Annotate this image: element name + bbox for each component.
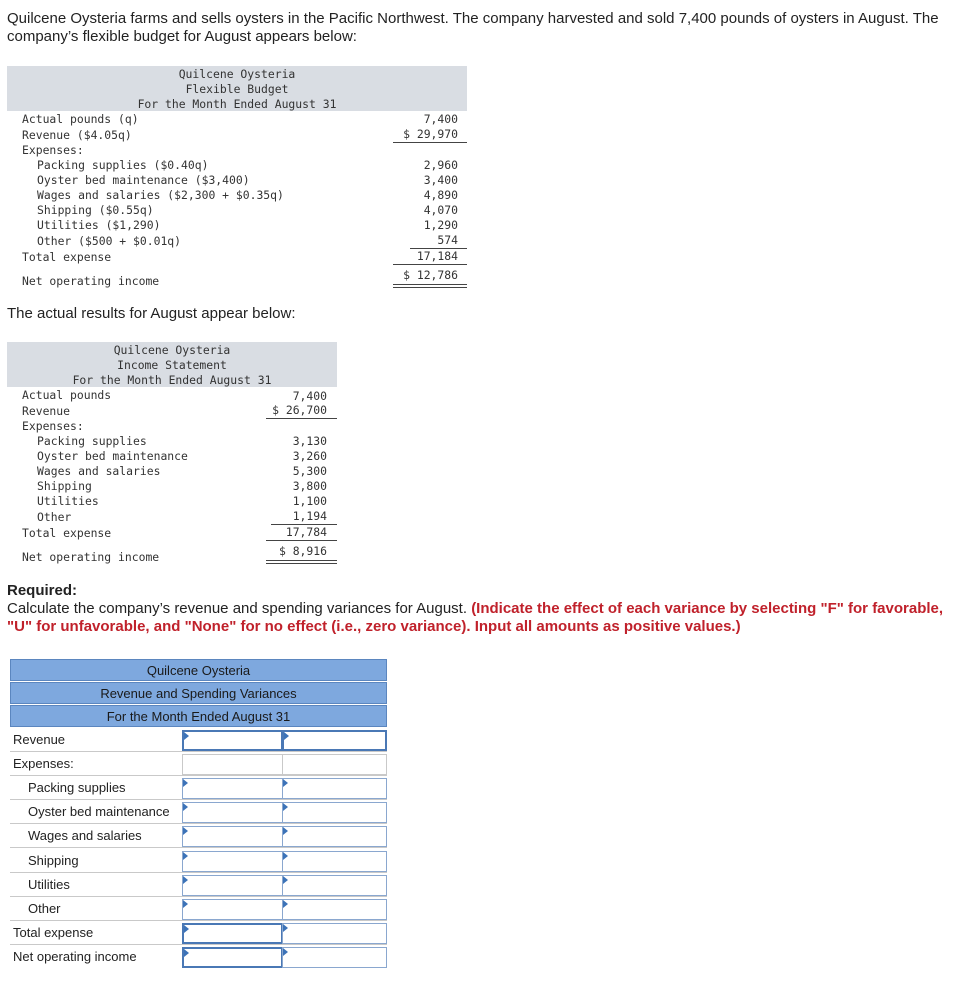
noi-amount-input[interactable] [182,947,283,968]
income-statement-subtitle: Income Statement [117,358,227,372]
utilities-effect-select[interactable] [282,875,387,896]
expenses-heading-cell [182,754,283,775]
dropdown-marker-icon [283,924,288,932]
is-noi-label: Net operating income [22,550,160,564]
dropdown-marker-icon [283,827,288,835]
other-effect-select[interactable] [282,899,387,920]
is-total-label: Total expense [22,526,112,540]
flexible-budget-period: For the Month Ended August 31 [137,97,337,111]
is-noi-double-rule [266,560,337,564]
variance-row-other [10,897,387,921]
shipping-effect-select[interactable] [282,851,387,872]
is-expense-label: Oyster bed maintenance [37,449,188,463]
variance-period: For the Month Ended August 31 [10,705,387,727]
wages-amount-input[interactable] [182,826,283,847]
total-expense-effect-select[interactable] [282,923,387,944]
required-text: Calculate the company’s revenue and spending variances for August. [7,600,472,617]
variance-row-revenue [10,728,387,752]
row-divider [10,847,387,848]
variance-row-packing-supplies [10,776,387,800]
is-revenue-rule [266,418,337,419]
fb-noi-label: Net operating income [22,274,160,288]
fb-expense-label: Oyster bed maintenance ($3,400) [37,173,250,187]
fb-expense-label: Shipping ($0.55q) [37,203,154,217]
variance-row-label: Packing supplies [28,780,126,795]
variance-row-total-expense [10,921,387,945]
dropdown-marker-icon [184,949,189,957]
variance-row-wages [10,824,387,848]
actual-results-text: The actual results for August appear below: [7,305,296,322]
income-statement-period: For the Month Ended August 31 [72,373,272,387]
wages-effect-select[interactable] [282,826,387,847]
variance-row-label: Wages and salaries [28,828,142,843]
is-expense-value: 1,100 [292,494,327,508]
fb-total-rule [393,264,467,265]
is-revenue-label: Revenue [22,404,71,418]
variance-row-expenses-heading [10,752,387,776]
revenue-effect-select[interactable] [282,730,387,751]
is-expense-label: Shipping [37,479,92,493]
dropdown-marker-icon [283,900,288,908]
is-expense-label: Packing supplies [37,434,147,448]
dropdown-marker-icon [183,779,188,787]
dropdown-marker-icon [284,732,289,740]
dropdown-marker-icon [183,852,188,860]
other-amount-input[interactable] [182,899,283,920]
dropdown-marker-icon [183,876,188,884]
fb-noi-double-rule [393,284,467,288]
dropdown-marker-icon [184,732,189,740]
variance-title: Quilcene Oysteria [10,659,387,681]
variance-row-label: Net operating income [13,949,137,964]
is-expense-label: Utilities [37,494,99,508]
packing-supplies-amount-input[interactable] [182,778,283,799]
oyster-bed-effect-select[interactable] [282,802,387,823]
is-expense-value: 3,260 [292,449,327,463]
variance-subtitle: Revenue and Spending Variances [10,682,387,704]
shipping-amount-input[interactable] [182,851,283,872]
is-actual-pounds-label: Actual pounds [22,388,112,402]
revenue-amount-input[interactable] [182,730,283,751]
variance-row-label: Total expense [13,925,94,940]
fb-actual-pounds-label: Actual pounds (q) [22,112,139,126]
is-expenses-label: Expenses: [22,419,84,433]
is-total-value: 17,784 [285,525,327,539]
fb-expense-label: Other ($500 + $0.01q) [37,234,182,248]
is-noi-value: $ 8,916 [278,544,327,558]
total-expense-amount-input[interactable] [182,923,283,944]
dropdown-marker-icon [283,779,288,787]
flexible-budget-title: Quilcene Oysteria [178,67,296,81]
noi-effect-select[interactable] [282,947,387,968]
fb-expense-value: 3,400 [423,173,458,187]
utilities-amount-input[interactable] [182,875,283,896]
is-expense-value: 5,300 [292,464,327,478]
fb-expense-value: 4,070 [423,203,458,217]
packing-supplies-effect-select[interactable] [282,778,387,799]
is-expense-label: Wages and salaries [37,464,161,478]
dropdown-marker-icon [283,948,288,956]
dropdown-marker-icon [283,803,288,811]
fb-revenue-rule [393,142,467,143]
dropdown-marker-icon [183,900,188,908]
variance-row-label: Revenue [13,732,66,747]
dropdown-marker-icon [183,803,188,811]
dropdown-marker-icon [283,852,288,860]
flexible-budget-subtitle: Flexible Budget [185,82,289,96]
fb-revenue-value: $ 29,970 [403,127,458,141]
variance-row-label: Other [28,901,61,916]
fb-revenue-label: Revenue ($4.05q) [22,128,132,142]
variance-row-label: Utilities [28,877,70,892]
fb-expense-label: Packing supplies ($0.40q) [37,158,209,172]
fb-expense-value: 2,960 [423,158,458,172]
fb-expense-value: 574 [437,233,458,247]
is-expense-label: Other [37,510,72,524]
variance-row-label: Oyster bed maintenance [28,804,170,819]
fb-total-value: 17,184 [416,249,458,263]
is-expense-value: 1,194 [292,509,327,523]
is-expense-value: 3,800 [292,479,327,493]
fb-expense-label: Utilities ($1,290) [37,218,161,232]
fb-noi-value: $ 12,786 [403,268,458,282]
dropdown-marker-icon [183,827,188,835]
variance-row-label: Shipping [28,853,79,868]
dropdown-marker-icon [283,876,288,884]
variance-row-utilities [10,873,387,897]
fb-expense-value: 1,290 [423,218,458,232]
fb-total-label: Total expense [22,250,112,264]
expenses-heading-cell [282,754,387,775]
variance-row-noi [10,945,387,969]
intro-paragraph: Quilcene Oysteria farms and sells oysters in the Pacific Northwest. The company harvested and sold 7,400 pounds of oysters in August. The company’s flexible budget for August appears below: [7,10,939,45]
fb-expense-label: Wages and salaries ($2,300 + $0.35q) [37,188,284,202]
is-total-rule [266,540,337,541]
required-section [7,582,962,636]
is-revenue-value: $ 26,700 [272,403,327,417]
fb-actual-pounds-value: 7,400 [423,112,458,126]
is-expense-value: 3,130 [292,434,327,448]
variance-row-label: Expenses: [13,756,74,771]
required-instruction: (Indicate the effect of each variance by selecting "F" for favorable, "U" for unfavorable, and "None" for no effect (i.e., zero variance). Input all amounts as positive values.) [7,600,944,635]
income-statement-title: Quilcene Oysteria [113,343,231,357]
required-body [7,600,962,636]
fb-expenses-label: Expenses: [22,143,84,157]
is-actual-pounds-value: 7,400 [292,389,327,403]
fb-expense-value: 4,890 [423,188,458,202]
oyster-bed-amount-input[interactable] [182,802,283,823]
variance-row-shipping [10,849,387,873]
dropdown-marker-icon [184,925,189,933]
variance-row-oyster-bed [10,800,387,824]
required-title: Required: [7,582,78,599]
